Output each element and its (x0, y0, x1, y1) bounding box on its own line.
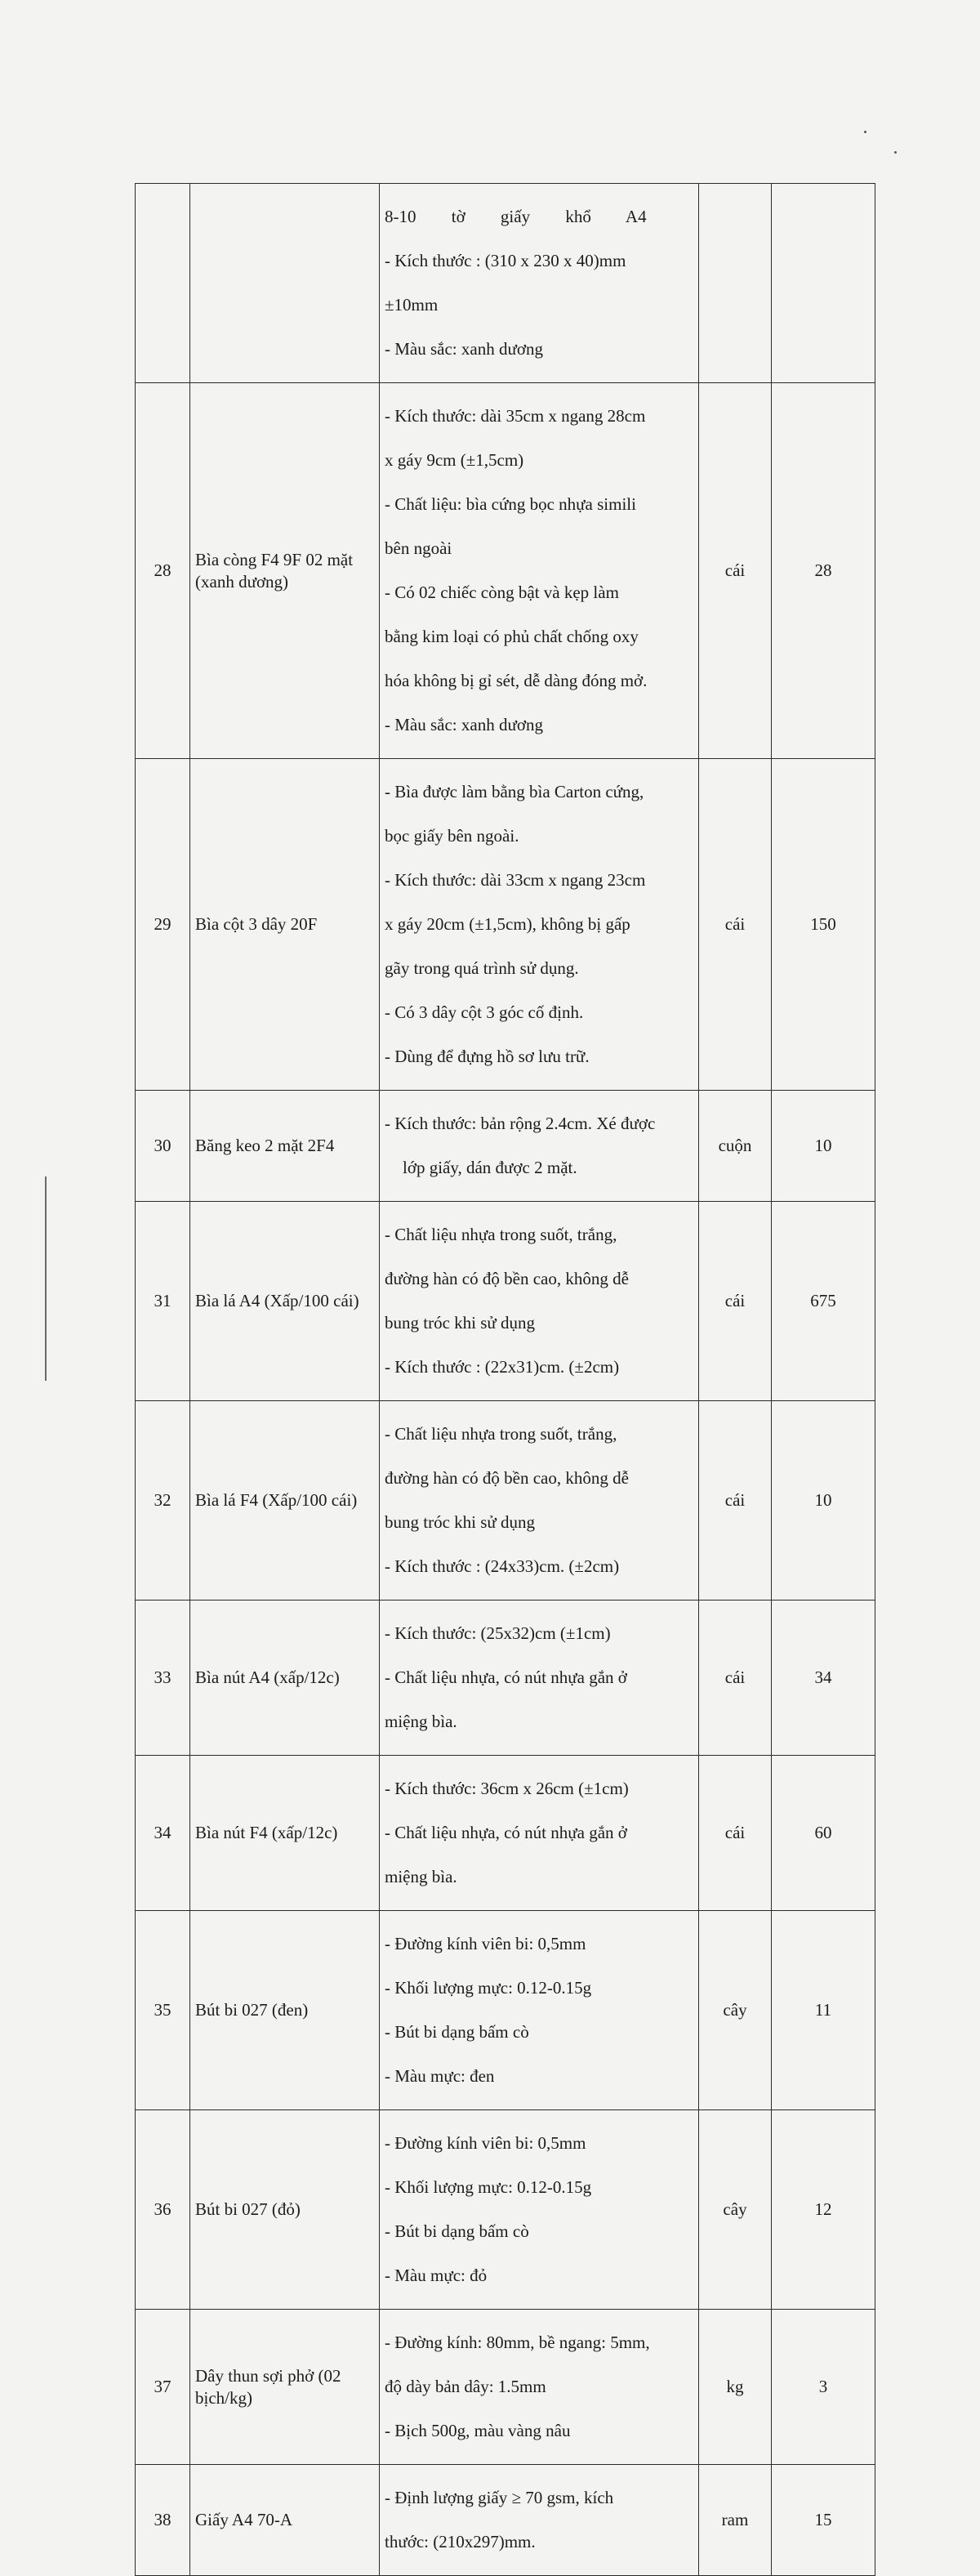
item-unit: cái (699, 1401, 772, 1601)
item-name (190, 184, 380, 383)
spec-line: - Bịch 500g, màu vàng nâu (385, 2421, 571, 2440)
spec-line: gãy trong quá trình sử dụng. (385, 958, 579, 978)
item-spec (380, 759, 699, 1091)
spec-line: - Kích thước: dài 33cm x ngang 23cm (385, 870, 646, 890)
item-spec (380, 1911, 699, 2110)
item-quantity: 60 (772, 1756, 875, 1911)
spec-line: - Đường kính: 80mm, bề ngang: 5mm, (385, 2333, 650, 2352)
item-unit: cái (699, 759, 772, 1091)
spec-line: - Bút bi dạng bấm cò (385, 2022, 529, 2042)
items-table (135, 183, 875, 2576)
item-spec (380, 1756, 699, 1911)
scan-speck (864, 131, 866, 133)
spec-line: - Có 3 dây cột 3 góc cố định. (385, 1002, 584, 1022)
spec-line: - Chất liệu nhựa, có nút nhựa gắn ở (385, 1823, 627, 1842)
spec-line: x gáy 9cm (±1,5cm) (385, 450, 524, 470)
item-quantity: 10 (772, 1091, 875, 1202)
table-row (136, 1756, 875, 1911)
spec-line: ±10mm (385, 295, 439, 315)
spec-line: - Kích thước: dài 35cm x ngang 28cm (385, 406, 646, 426)
row-number: 31 (136, 1202, 190, 1401)
spec-line: - Chất liệu nhựa trong suốt, trắng, (385, 1225, 617, 1244)
spec-line: - Màu mực: đen (385, 2066, 495, 2086)
table-row (136, 759, 875, 1091)
row-number: 35 (136, 1911, 190, 2110)
table-row (136, 2465, 875, 2576)
table-row (136, 2110, 875, 2310)
spec-line: - Có 02 chiếc còng bật và kẹp làm (385, 583, 619, 602)
item-name: Dây thun sợi phở (02 bịch/kg) (190, 2310, 380, 2465)
item-quantity (772, 184, 875, 383)
row-number: 34 (136, 1756, 190, 1911)
item-spec (380, 1401, 699, 1601)
spec-line: - Bút bi dạng bấm cò (385, 2221, 529, 2241)
table-row (136, 383, 875, 759)
spec-line: - Màu sắc: xanh dương (385, 339, 543, 359)
table-row (136, 1091, 875, 1202)
table-row (136, 2310, 875, 2465)
row-number: 38 (136, 2465, 190, 2576)
item-spec (380, 184, 699, 383)
item-unit (699, 184, 772, 383)
spec-line: - Kích thước : (24x33)cm. (±2cm) (385, 1556, 620, 1576)
item-name: Bút bi 027 (đỏ) (190, 2110, 380, 2310)
spec-line: đường hàn có độ bền cao, không dễ (385, 1468, 629, 1488)
item-quantity: 150 (772, 759, 875, 1091)
spec-line: - Màu mực: đỏ (385, 2266, 488, 2285)
table-row (136, 184, 875, 383)
spec-line: miệng bìa. (385, 1712, 457, 1731)
item-unit: cây (699, 2110, 772, 2310)
spec-line: độ dày bản dây: 1.5mm (385, 2377, 546, 2396)
spec-line: thước: (210x297)mm. (385, 2532, 536, 2551)
row-number: 30 (136, 1091, 190, 1202)
item-quantity: 12 (772, 2110, 875, 2310)
item-name: Băng keo 2 mặt 2F4 (190, 1091, 380, 1202)
spec-line: - Chất liệu: bìa cứng bọc nhựa simili (385, 494, 636, 514)
row-number: 33 (136, 1601, 190, 1756)
item-name: Giấy A4 70-A (190, 2465, 380, 2576)
scan-edge-line (45, 1176, 47, 1381)
item-unit: ram (699, 2465, 772, 2576)
spec-line: bọc giấy bên ngoài. (385, 826, 519, 846)
items-table-body (136, 184, 875, 2576)
item-unit: cây (699, 1911, 772, 2110)
spec-line: - Khối lượng mực: 0.12-0.15g (385, 1978, 592, 1998)
item-quantity: 675 (772, 1202, 875, 1401)
item-name: Bút bi 027 (đen) (190, 1911, 380, 2110)
item-name: Bìa nút A4 (xấp/12c) (190, 1601, 380, 1756)
scan-speck (894, 151, 897, 154)
item-quantity: 15 (772, 2465, 875, 2576)
item-unit: cái (699, 1601, 772, 1756)
item-name: Bìa lá A4 (Xấp/100 cái) (190, 1202, 380, 1401)
row-number: 29 (136, 759, 190, 1091)
spec-line: - Chất liệu nhựa trong suốt, trắng, (385, 1424, 617, 1444)
item-unit: cái (699, 383, 772, 759)
spec-line: bung tróc khi sử dụng (385, 1313, 536, 1333)
item-quantity: 11 (772, 1911, 875, 2110)
spec-line: 8-10 tờ giấy khổ A4 (385, 207, 647, 226)
table-row (136, 1911, 875, 2110)
spec-line: bằng kim loại có phủ chất chống oxy (385, 627, 639, 646)
item-spec (380, 2110, 699, 2310)
spec-line: - Đường kính viên bi: 0,5mm (385, 1934, 586, 1953)
spec-line: - Khối lượng mực: 0.12-0.15g (385, 2177, 592, 2197)
spec-line: bung tróc khi sử dụng (385, 1512, 536, 1532)
spec-line: - Đường kính viên bi: 0,5mm (385, 2133, 586, 2153)
spec-line: - Định lượng giấy ≥ 70 gsm, kích (385, 2488, 614, 2507)
item-quantity: 28 (772, 383, 875, 759)
item-unit: kg (699, 2310, 772, 2465)
spec-line: - Bìa được làm bằng bìa Carton cứng, (385, 782, 644, 801)
spec-line: - Kích thước: bản rộng 2.4cm. Xé được (385, 1114, 656, 1133)
item-unit: cái (699, 1202, 772, 1401)
table-row (136, 1202, 875, 1401)
item-spec (380, 1202, 699, 1401)
spec-line: hóa không bị gỉ sét, dễ dàng đóng mở. (385, 671, 648, 690)
item-unit: cái (699, 1756, 772, 1911)
item-spec (380, 1091, 699, 1202)
item-spec (380, 2465, 699, 2576)
item-spec (380, 1601, 699, 1756)
spec-line: - Kích thước : (22x31)cm. (±2cm) (385, 1357, 620, 1377)
spec-line: - Màu sắc: xanh dương (385, 715, 543, 734)
spec-line: - Kích thước: 36cm x 26cm (±1cm) (385, 1779, 629, 1798)
row-number: 37 (136, 2310, 190, 2465)
item-name: Bìa cột 3 dây 20F (190, 759, 380, 1091)
item-quantity: 3 (772, 2310, 875, 2465)
row-number: 28 (136, 383, 190, 759)
item-quantity: 10 (772, 1401, 875, 1601)
item-name: Bìa lá F4 (Xấp/100 cái) (190, 1401, 380, 1601)
table-row (136, 1401, 875, 1601)
item-unit: cuộn (699, 1091, 772, 1202)
spec-line: x gáy 20cm (±1,5cm), không bị gấp (385, 914, 630, 934)
row-number (136, 184, 190, 383)
spec-line: - Kích thước: (25x32)cm (±1cm) (385, 1623, 611, 1643)
row-number: 32 (136, 1401, 190, 1601)
spec-line: - Dùng để đựng hồ sơ lưu trữ. (385, 1047, 590, 1066)
item-name: Bìa còng F4 9F 02 mặt (xanh dương) (190, 383, 380, 759)
table-row (136, 1601, 875, 1756)
item-quantity: 34 (772, 1601, 875, 1756)
spec-line: - Chất liệu nhựa, có nút nhựa gắn ở (385, 1667, 627, 1687)
spec-line: miệng bìa. (385, 1867, 457, 1886)
spec-line: đường hàn có độ bền cao, không dễ (385, 1269, 629, 1288)
row-number: 36 (136, 2110, 190, 2310)
spec-line: - Kích thước : (310 x 230 x 40)mm (385, 251, 626, 270)
spec-line: lớp giấy, dán được 2 mặt. (403, 1158, 577, 1177)
item-name: Bìa nút F4 (xấp/12c) (190, 1756, 380, 1911)
spec-line: bên ngoài (385, 538, 452, 558)
item-spec (380, 383, 699, 759)
item-spec (380, 2310, 699, 2465)
